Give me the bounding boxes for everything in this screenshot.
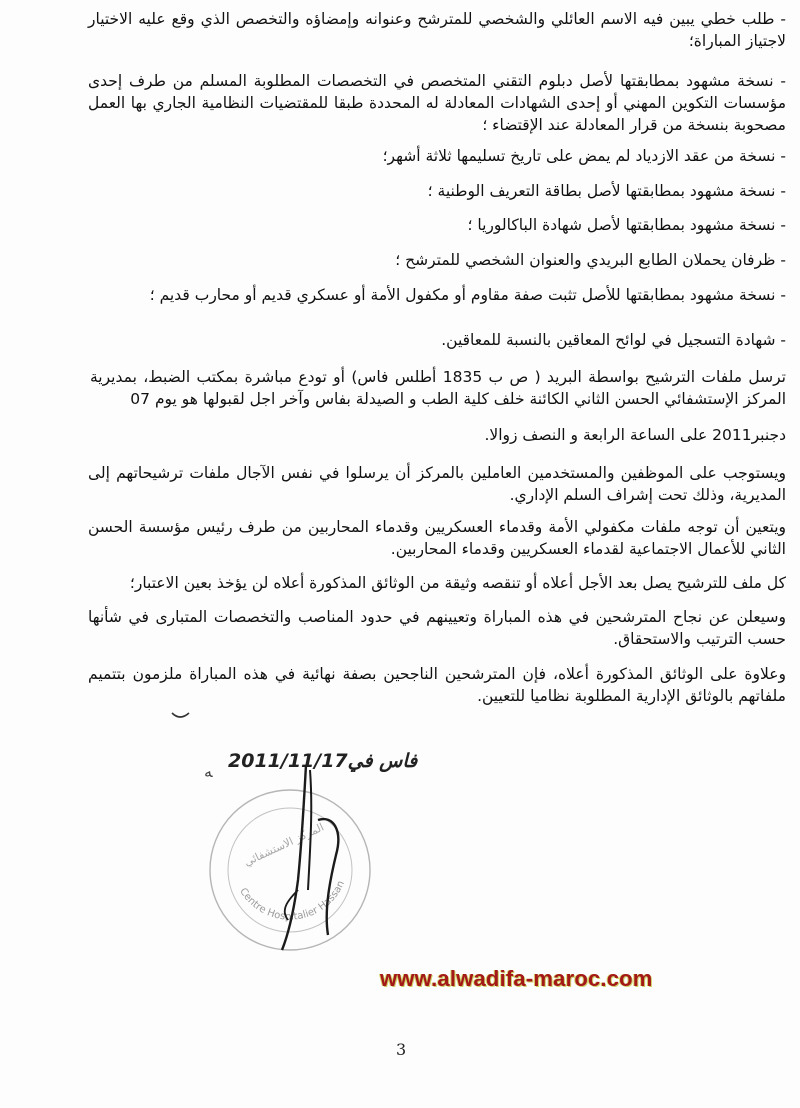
paragraph-baccalaureate: - نسخة مشهود بمطابقتها لأصل شهادة الباكالوريا ؛ — [467, 216, 786, 234]
paragraph-submission-instructions — [90, 366, 786, 410]
paragraph-employees: ويستوجب على الموظفين والمستخدمين العاملين بالمركز أن يرسلوا في نفس الآجال ملفات ترشيحاتهم إلى المديرية، وذلك تحت إشراف السلم الإداري. — [88, 464, 786, 504]
paragraph-veterans-files: ويتعين أن توجه ملفات مكفولي الأمة وقدماء العسكريين وقدماء المحاربين من طرف رئيس مؤسسة الحسن الثاني للأعمال الاجتماعية لقدماء العسكريين وقدماء المحاربين. — [88, 518, 786, 558]
paragraph-additional-documents: وعلاوة على الوثائق المذكورة أعلاه، فإن المترشحين الناجحين بصفة نهائية في هذه المباراة ملزمون بتتميم ملفاتهم بالوثائق الإدارية المطلوبة نظاميا للتعيين. — [88, 665, 786, 705]
small-check-mark — [170, 710, 192, 722]
paragraph-veteran-status: - نسخة مشهود بمطابقتها للأصل تثبت صفة مقاوم أو مكفول الأمة أو عسكري قديم أو محارب قديم ؛ — [149, 286, 786, 304]
paragraph-birth-certificate: - نسخة من عقد الازدياد لم يمض على تاريخ تسليمها ثلاثة أشهر؛ — [382, 147, 786, 165]
svg-text:المركز الاستشفائي: المركز الاستشفائي — [242, 820, 326, 869]
submission-text: ترسل ملفات الترشيح بواسطة البريد ( ص ب 1835 أطلس فاس) أو تودع مباشرة بمكتب الضبط، بمديرية المركز الإستشفائي الحسن الثاني الكائنة خلف كلية الطب و الصيدلة بفاس وآخر اجل لقبولها هو يوم 07 — [90, 368, 786, 408]
paragraph-late-files: كل ملف للترشيح يصل بعد الأجل أعلاه أو تنقصه وثيقة من الوثائق المذكورة أعلاه لن يؤخذ بعين الاعتبار؛ — [129, 574, 786, 592]
paragraph-results: وسيعلن عن نجاح المترشحين في هذه المباراة وتعيينهم في حدود المناصب والتخصصات المتبارى في شأنها حسب الترتيب والاستحقاق. — [88, 608, 786, 648]
paragraph-disability-registration: - شهادة التسجيل في لوائح المعاقين بالنسبة للمعاقين. — [441, 331, 786, 349]
handwritten-signature — [258, 760, 378, 960]
page-number: 3 — [396, 1040, 407, 1059]
paragraph-diploma-copy: - نسخة مشهود بمطابقتها لأصل دبلوم التقني المتخصص في التخصصات المطلوبة المسلم من طرف إحدى مؤسسات التكوين المهني أو إحدى الشهادات المعادلة له المحددة طبقا للمقتضيات النظامية الجاري بها العمل مصحوبة بنسخة من قرار المعادلة عند الإقتضاء ؛ — [88, 72, 786, 134]
website-watermark: www.alwadifa-maroc.com — [380, 966, 653, 991]
paragraph-application-request: - طلب خطي يبين فيه الاسم العائلي والشخصي للمترشح وعنوانه وإمضاؤه والتخصص الذي وقع عليه الاختيار لاجتياز المباراة؛ — [88, 10, 786, 50]
paragraph-envelopes: - ظرفان يحملان الطابع البريدي والعنوان الشخصي للمترشح ؛ — [395, 251, 786, 269]
paragraph-deadline: دجنبر2011 على الساعة الرابعة و النصف زوالا. — [484, 426, 786, 444]
date-line: فاس في2011/11/17 — [228, 750, 418, 772]
small-handwritten-mark: ﻪ — [204, 762, 213, 781]
stamp-text: Centre Hospitalier Hassan — [237, 879, 347, 923]
paragraph-national-id: - نسخة مشهود بمطابقتها لأصل بطاقة التعريف الوطنية ؛ — [427, 182, 786, 200]
